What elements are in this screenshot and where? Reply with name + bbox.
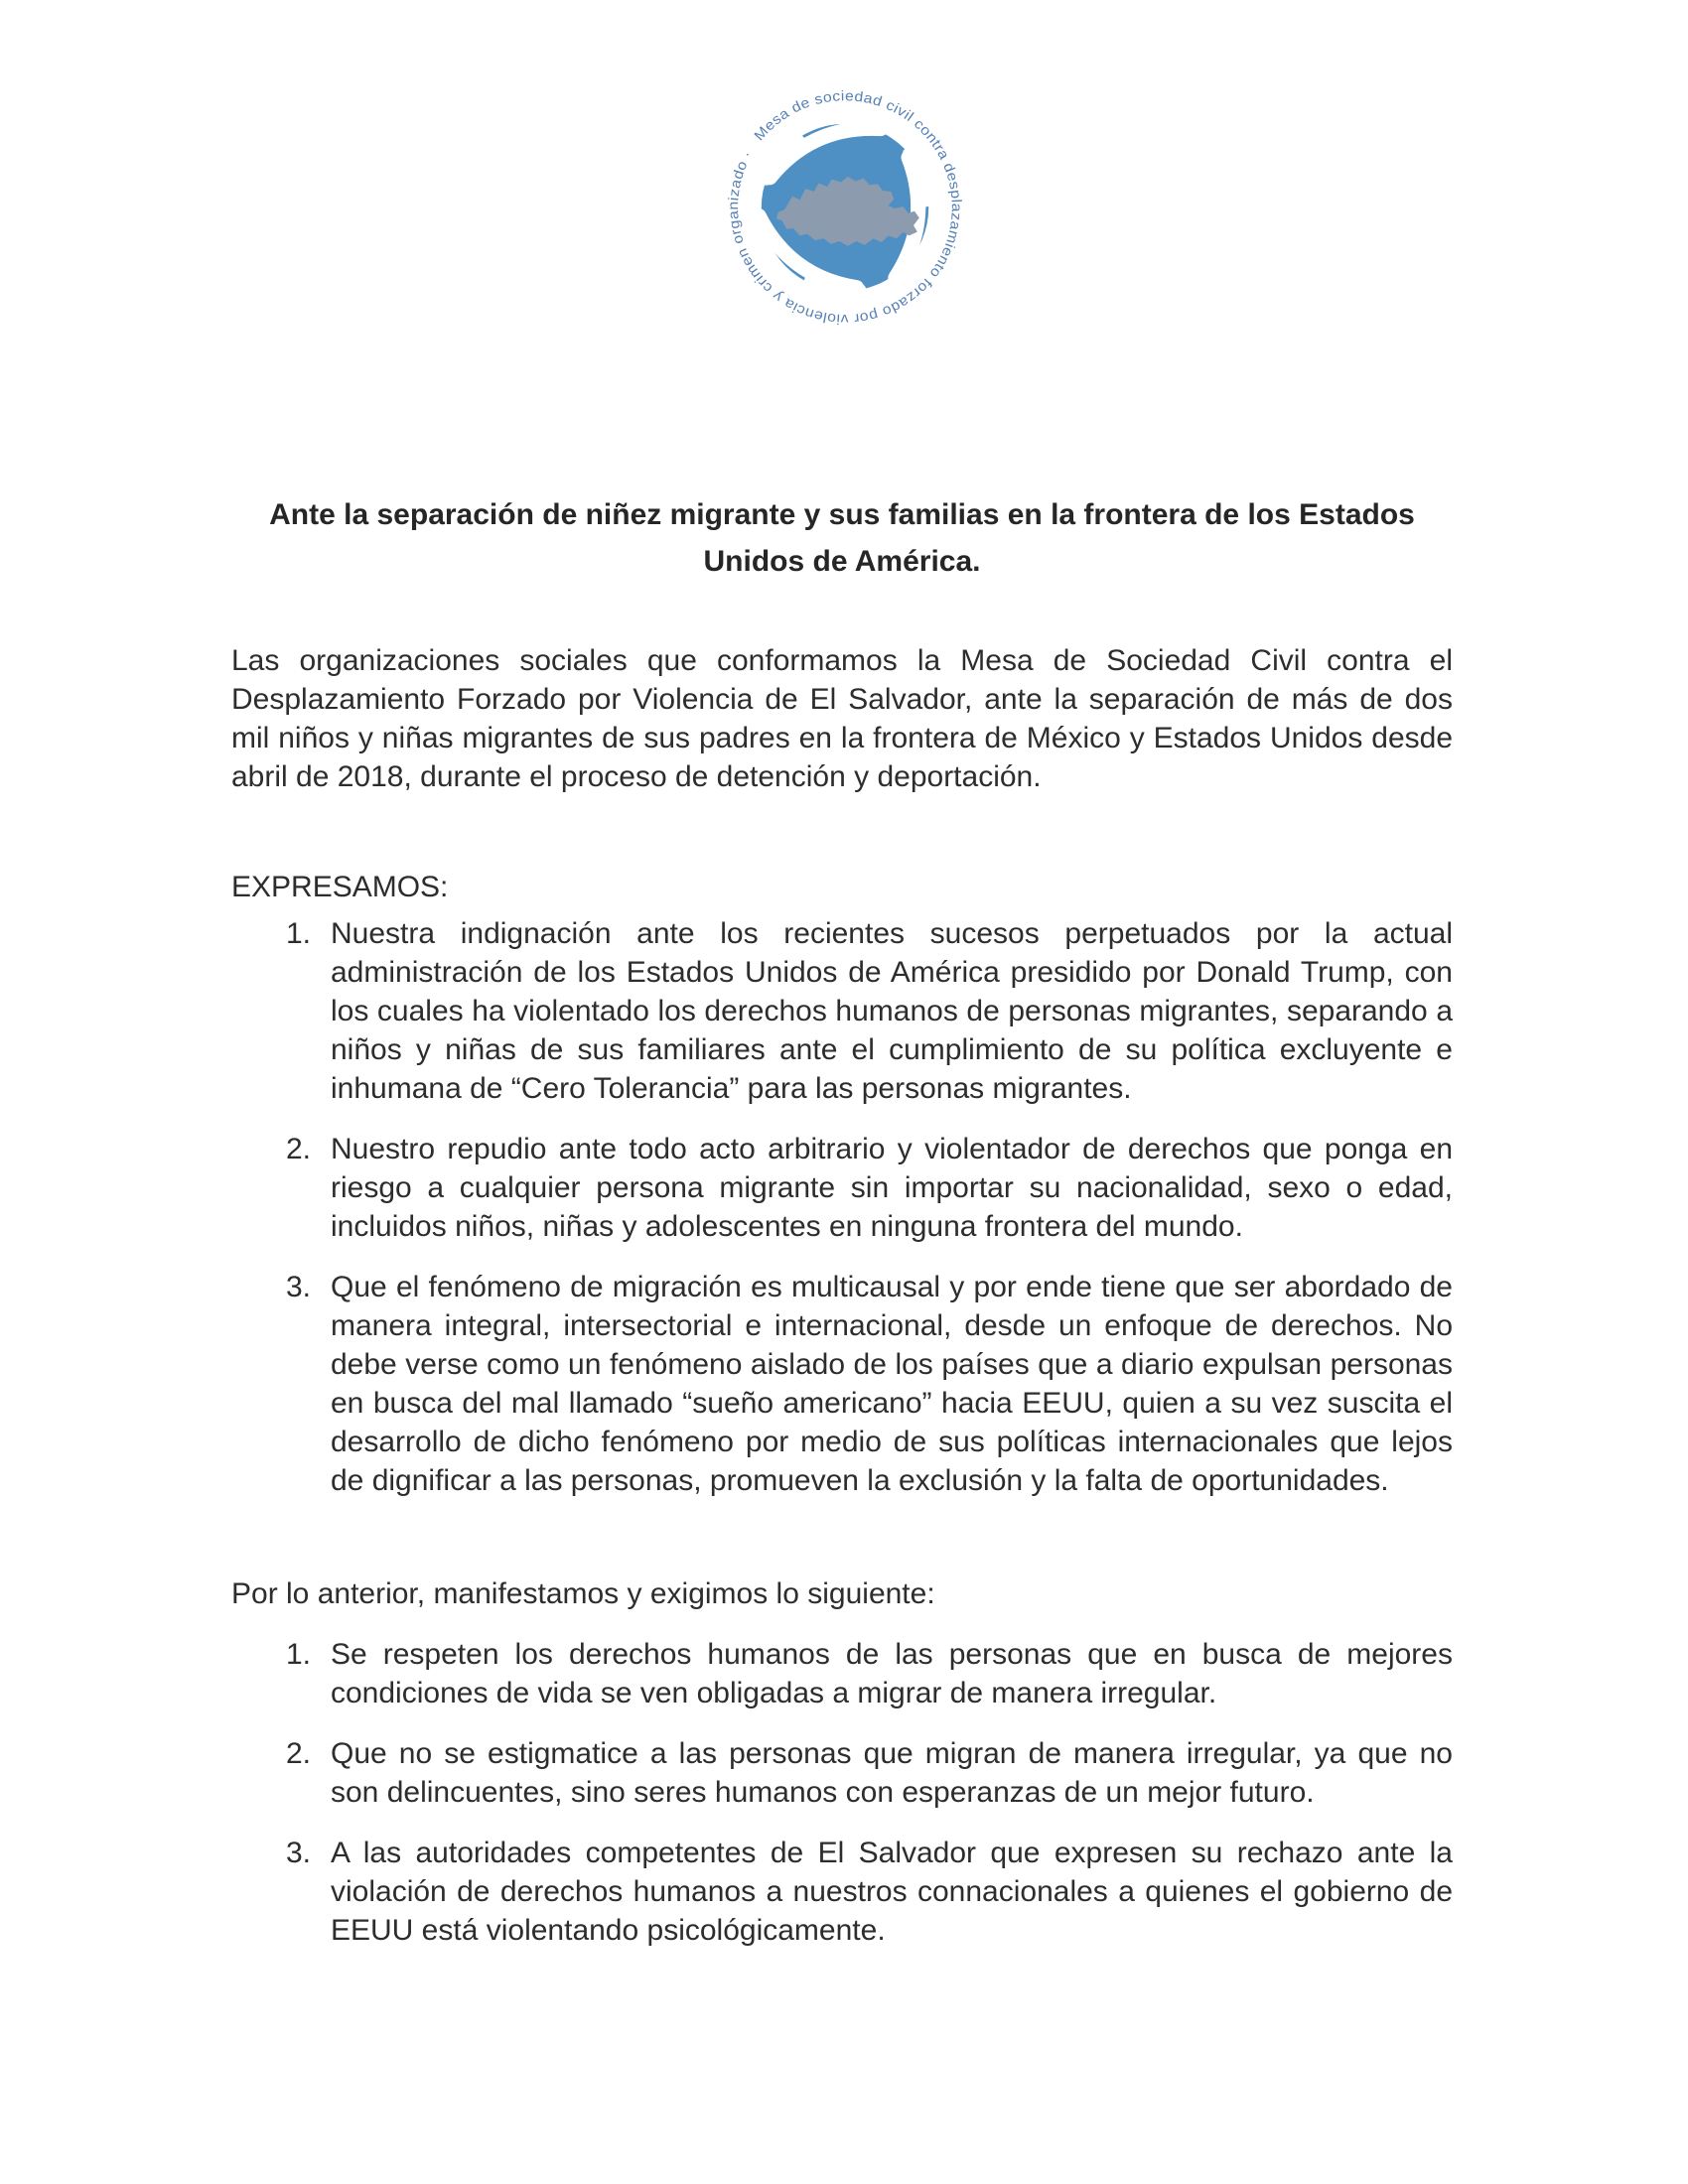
- document-title: [231, 491, 1453, 585]
- list-item-text: A las autoridades competentes de El Salvador que expresen su rechazo ante la violación de derechos humanos a nuestros connacionales a quienes el gobierno de EEUU está violentando psicológicamente.: [331, 1837, 1453, 1947]
- logo-ring-text: Mesa de sociedad civil contra desplazamiento forzado por violencia y crimen organizado ·: [726, 88, 964, 327]
- intro-paragraph: Las organizaciones sociales que conformamos la Mesa de Sociedad Civil contra el Desplazamiento Forzado por Violencia de El Salvador, ante la separación de más de dos mil niños y niñas migrantes de sus padres en la frontera de México y Estados Unidos desde abril de 2018, durante el proceso de detención y deportación.: [231, 644, 1453, 793]
- list-item-text: Que el fenómeno de migración es multicausal y por ende tiene que ser abordado de manera integral, intersectorial e internacional, desde un enfoque de derechos. No debe verse como un fenómeno aislado de los países que a diario expulsan personas en busca del mal llamado “sueño americano” hacia EEUU, quien a su vez suscita el desarrollo de dicho fenómeno por medio de sus políticas internacionales que lejos de dignificar a las personas, promueven la exclusión y la falta de oportunidades.: [331, 1271, 1453, 1497]
- section2-heading: Por lo anterior, manifestamos y exigimos lo siguiente:: [231, 1577, 935, 1610]
- list-item-text: Se respeten los derechos humanos de las personas que en busca de mejores condiciones de vida se ven obligadas a migrar de manera irregular.: [331, 1638, 1453, 1709]
- organization-logo: [723, 85, 967, 330]
- section2-list: [231, 1635, 1453, 1950]
- list-item: [231, 1834, 1453, 1950]
- list-item-number: 2.: [286, 1737, 312, 1770]
- list-item-number: 3.: [286, 1837, 312, 1869]
- list-item: [231, 1734, 1453, 1812]
- list-item-number: 2.: [286, 1133, 312, 1165]
- list-item: [231, 1130, 1453, 1246]
- list-item: [231, 914, 1453, 1108]
- list-item-number: 1.: [286, 917, 312, 950]
- section1-list: [231, 914, 1453, 1500]
- list-item-number: 1.: [286, 1638, 312, 1671]
- document-title-line2: Unidos de América.: [703, 545, 981, 578]
- list-item-text: Nuestro repudio ante todo acto arbitrario y violentador de derechos que ponga en riesgo a cualquier persona migrante sin importar su nacionalidad, sexo o edad, incluidos niños, niñas y adolescentes en ninguna frontera del mundo.: [331, 1133, 1453, 1243]
- list-item-number: 3.: [286, 1271, 312, 1303]
- document-body: [231, 491, 1453, 1950]
- list-item-text: Que no se estigmatice a las personas que migran de manera irregular, ya que no son delincuentes, sino seres humanos con esperanzas de un mejor futuro.: [331, 1737, 1453, 1809]
- document-title-line1: Ante la separación de niñez migrante y sus familias en la frontera de los Estados: [269, 498, 1415, 531]
- list-item: [231, 1268, 1453, 1500]
- list-item: [231, 1635, 1453, 1712]
- list-item-text: Nuestra indignación ante los recientes sucesos perpetuados por la actual administración de los Estados Unidos de América presidido por Donald Trump, con los cuales ha violentado los derechos humanos de personas migrantes, separando a niños y niñas de sus familiares ante el cumplimiento de su política excluyente e inhumana de “Cero Tolerancia” para las personas migrantes.: [331, 917, 1453, 1105]
- section1-heading: EXPRESAMOS:: [231, 871, 449, 903]
